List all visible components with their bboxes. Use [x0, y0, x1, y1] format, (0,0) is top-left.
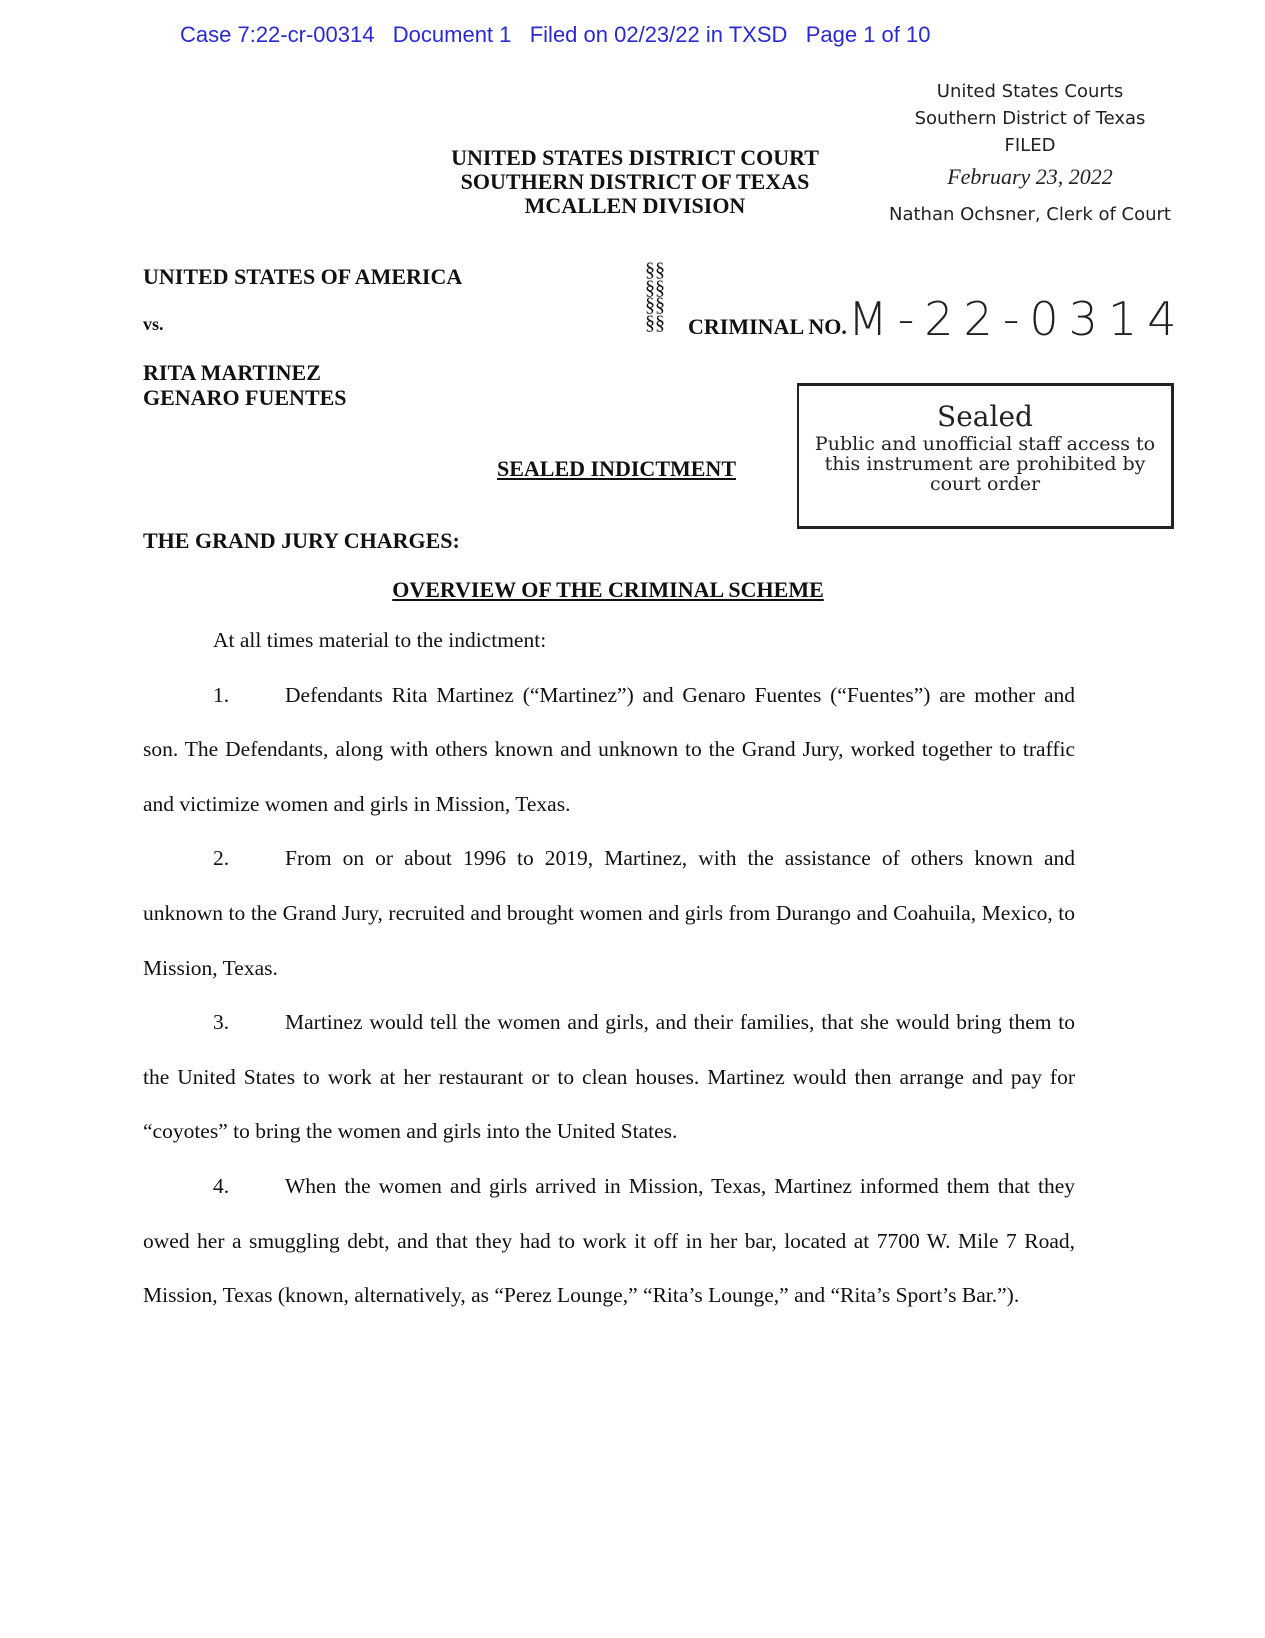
paragraph-3 — [143, 995, 1075, 1159]
paragraph-text: Defendants Rita Martinez (“Martinez”) and Genaro Fuentes (“Fuentes”) are mother and son. The Defendants, along with others known and unknown to the Grand Jury, worked together to traffic and victimize women and girls in Mission, Texas. — [143, 682, 1075, 816]
overview-heading: OVERVIEW OF THE CRIMINAL SCHEME — [392, 577, 824, 602]
filed-stamp — [888, 78, 1171, 235]
criminal-no-label: CRIMINAL NO. — [688, 314, 847, 339]
defendant-1: RITA MARTINEZ — [143, 360, 321, 385]
filed-line-2: Southern District of Texas — [914, 108, 1146, 129]
defendant-2: GENARO FUENTES — [143, 385, 347, 410]
court-line-3: MCALLEN DIVISION — [524, 193, 746, 218]
filed-clerk: Nathan Ochsner, Clerk of Court — [888, 204, 1171, 225]
court-line-1: UNITED STATES DISTRICT COURT — [451, 145, 819, 170]
sealed-text: Public and unofficial staff access to this instrument are prohibited by court order — [814, 433, 1156, 495]
case-number: M-22-0314 — [848, 292, 1187, 346]
filed-date: February 23, 2022 — [947, 164, 1113, 189]
plaintiff: UNITED STATES OF AMERICA — [143, 264, 463, 289]
paragraph-number: 1. — [213, 682, 230, 707]
grand-jury-charges: THE GRAND JURY CHARGES: — [143, 528, 460, 553]
filed-line-1: United States Courts — [936, 81, 1124, 102]
paragraph-number: 3. — [213, 1010, 230, 1035]
court-heading — [400, 146, 870, 218]
versus: vs. — [143, 314, 164, 334]
court-line-2: SOUTHERN DISTRICT OF TEXAS — [460, 169, 810, 194]
sealed-title: Sealed — [937, 400, 1033, 433]
filed-line-3: FILED — [1004, 135, 1056, 156]
document-title: SEALED INDICTMENT — [497, 456, 736, 481]
paragraph-number: 2. — [213, 846, 230, 871]
paragraph-1 — [143, 668, 1075, 832]
intro-line: At all times material to the indictment: — [213, 628, 547, 652]
section-marks: §§§§§§§§ — [645, 259, 665, 334]
paragraph-number: 4. — [213, 1173, 230, 1198]
ecf-header-stamp: Case 7:22-cr-00314 Document 1 Filed on 02/23/22 in TXSD Page 1 of 10 — [180, 22, 931, 47]
paragraph-text: From on or about 1996 to 2019, Martinez, with the assistance of others known and unknown to the Grand Jury, recruited and brought women and girls from Durango and Coahuila, Mexico, to Mission, Texas. — [143, 846, 1075, 980]
paragraph-2 — [143, 831, 1075, 995]
paragraph-4 — [143, 1159, 1075, 1323]
paragraph-text: When the women and girls arrived in Mission, Texas, Martinez informed them that they owed her a smuggling debt, and that they had to work it off in her bar, located at 7700 W. Mile 7 Road, Mission, Texas (known, alternatively, as “Perez Lounge,” “Rita’s Lounge,” and “Rita’s Sport’s Bar.”). — [143, 1173, 1075, 1308]
paragraph-text: Martinez would tell the women and girls, and their families, that she would bring them to the United States to work at her restaurant or to clean houses. Martinez would then arrange and pay for “coyotes” to bring the women and girls into the United States. — [143, 1010, 1075, 1144]
indictment-body — [143, 613, 1075, 1323]
sealed-notice-box — [797, 383, 1174, 529]
